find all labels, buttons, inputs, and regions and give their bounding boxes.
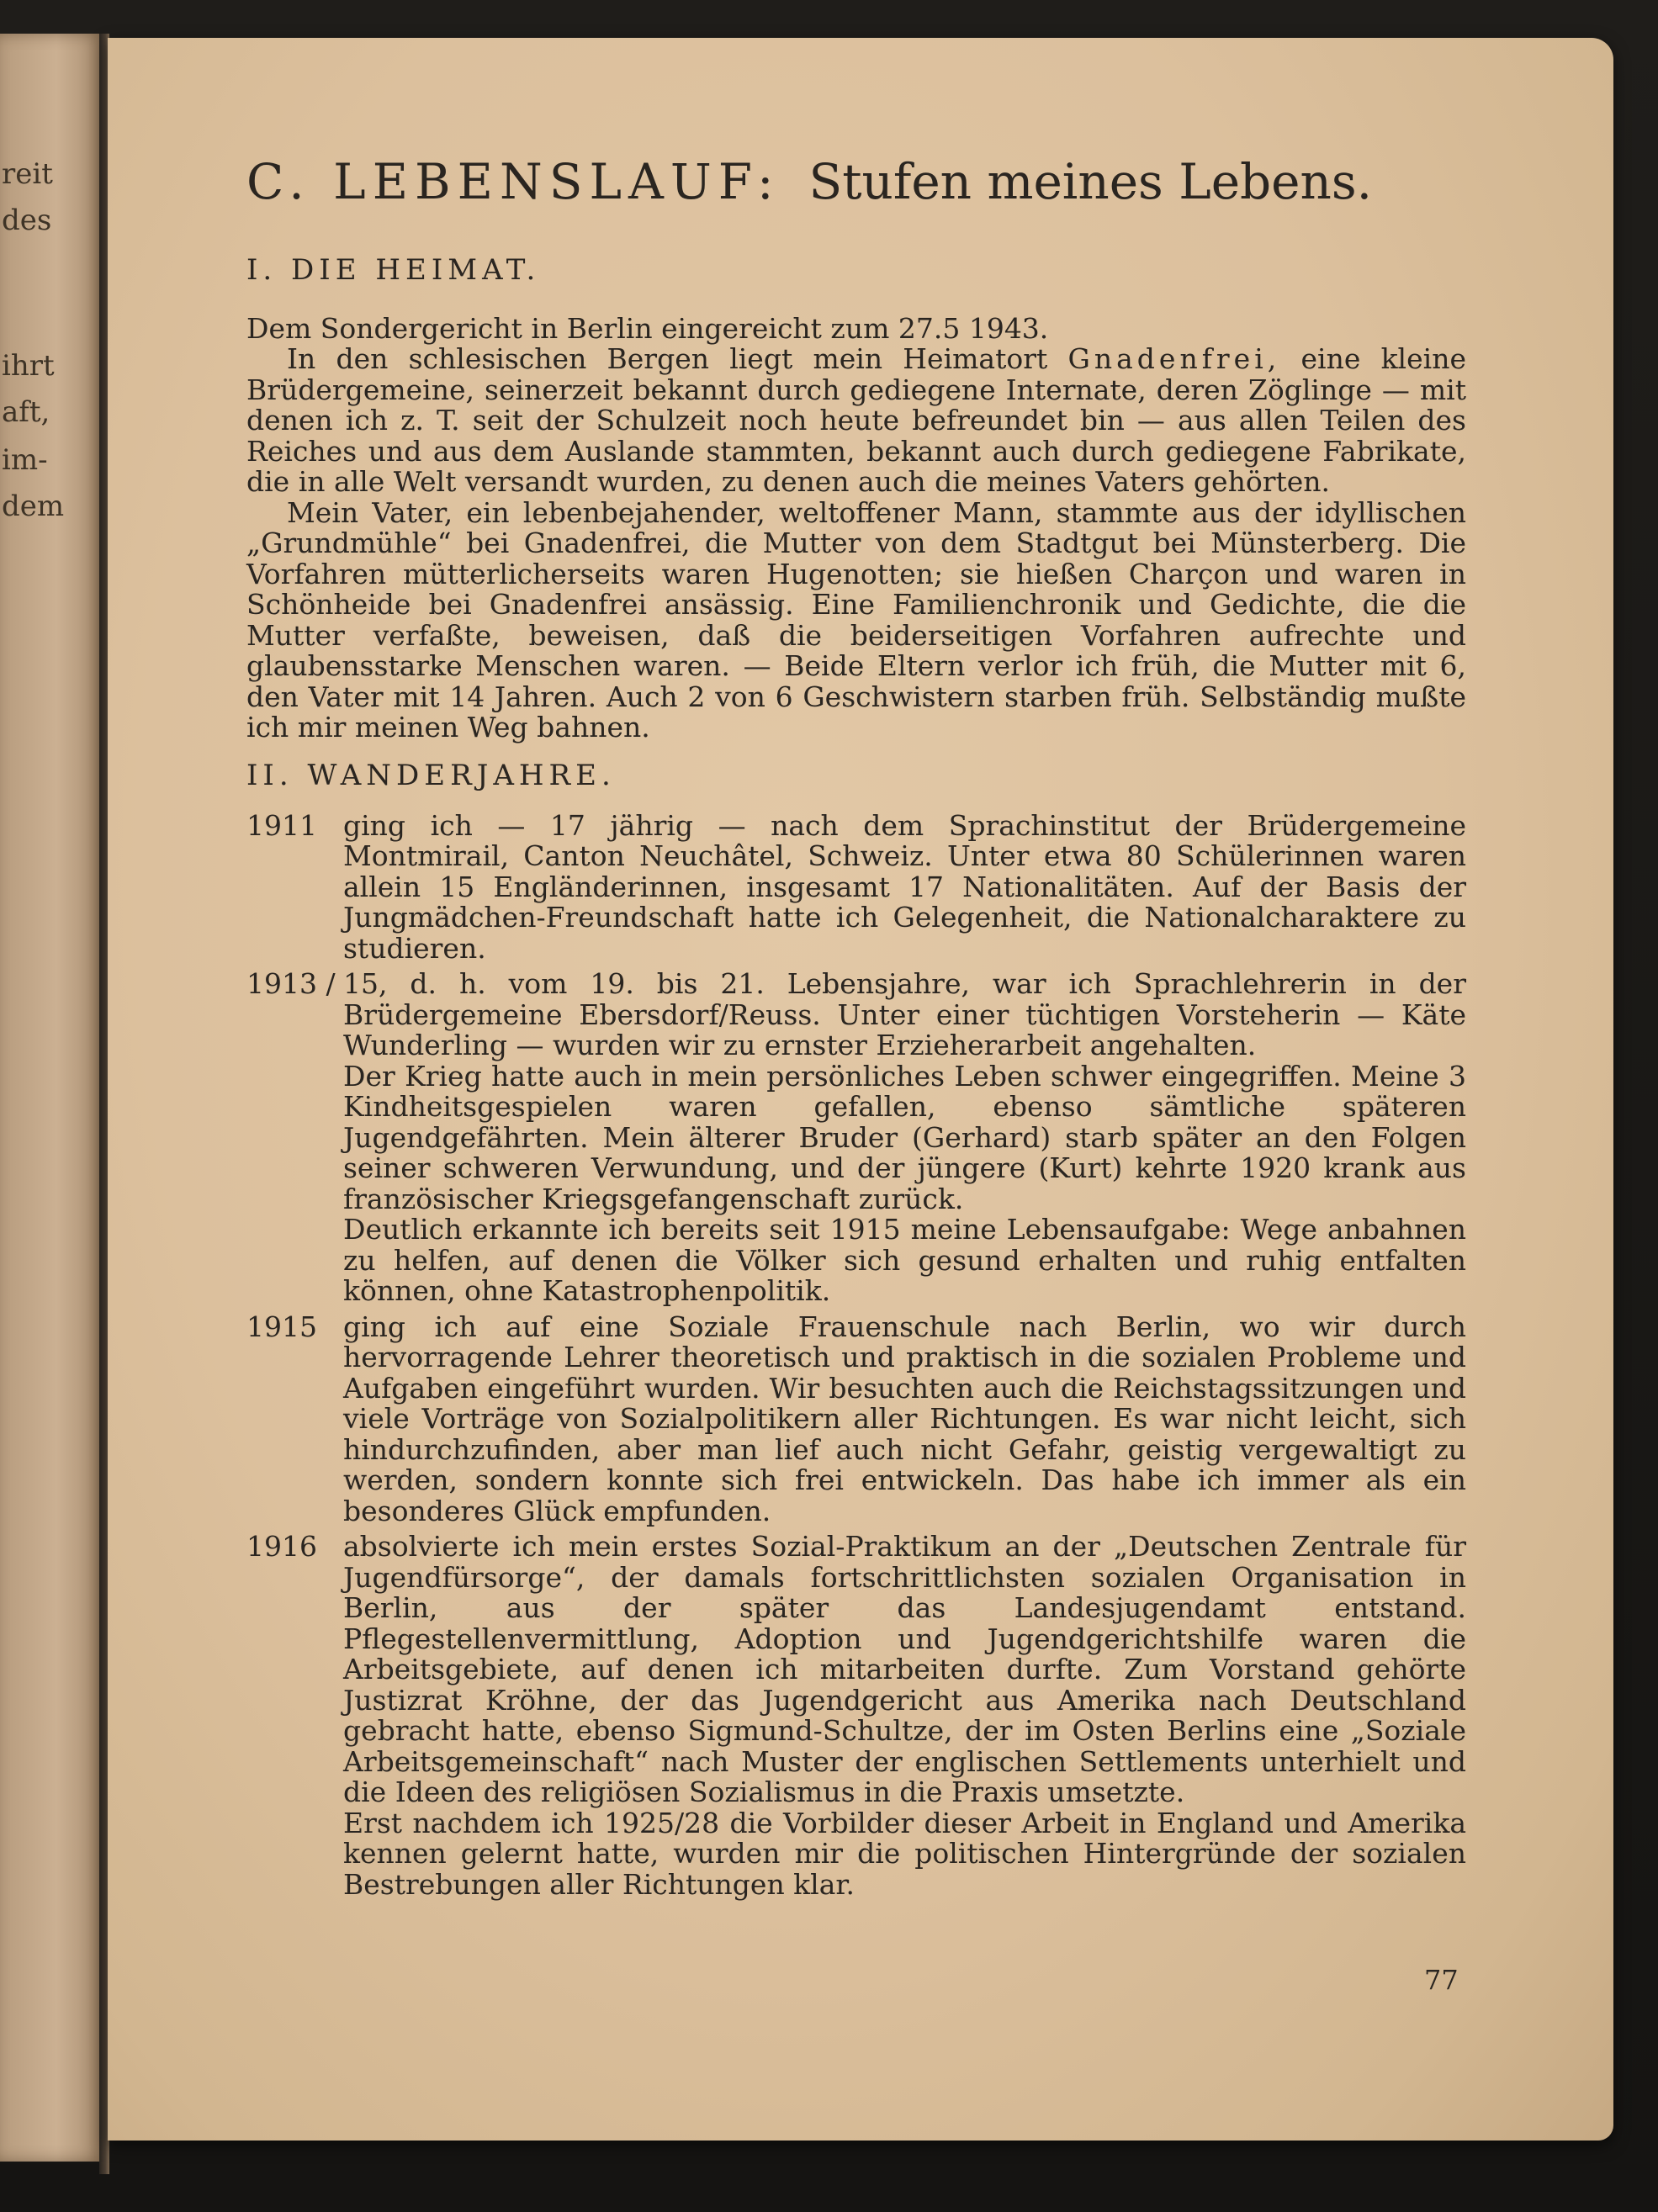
left-fragment: dem	[2, 489, 65, 523]
left-fragment: des	[2, 204, 52, 237]
heimat-paragraph-1-start: In den schlesischen Bergen liegt mein Heimatort	[287, 342, 1048, 376]
hometown-name: Gnadenfrei,	[1067, 342, 1281, 376]
entry-body	[343, 808, 1466, 965]
entry-paragraph: Erst nachdem ich 1925/28 die Vorbilder dieser Arbeit in England und Amerika kennen gelernt hatte, wurden mir die politischen Hintergründe der sozialen Bestrebungen aller Richtungen klar.	[343, 1806, 1466, 1901]
entry-year: 1911	[246, 808, 317, 842]
entry-year: 1916	[246, 1530, 317, 1564]
entry-paragraph: ging ich auf eine Soziale Frauenschule nach Berlin, wo wir durch hervorragende Lehrer theoretisch und praktisch in die sozialen Probleme und Aufgaben eingeführt wurden. Wir besuchten auch die Reichstagssitzungen und viele Vorträge von Sozialpolitikern aller Richtungen. Es war nicht leicht, sich hindurchzufinden, aber man lief auch nicht Gefahr, geistig vergewaltigt zu werden, sondern konnte sich frei entwickeln. Das habe ich immer als ein besonderes Glück empfunden.	[343, 1310, 1466, 1527]
page-title	[246, 153, 1466, 210]
title-subtitle: Stufen meines Lebens.	[808, 153, 1373, 210]
right-page	[108, 38, 1613, 2141]
entry-paragraph: Der Krieg hatte auch in mein persönliches Leben schwer eingegriffen. Meine 3 Kindheitsgespielen waren gefallen, ebenso sämtliche späteren Jugendgefährten. Mein älterer Bruder (Gerhard) starb später an den Folgen seiner schweren Verwundung, und der jüngere (Kurt) kehrte 1920 krank aus französischer Kriegsgefangenschaft zurück.	[343, 1059, 1466, 1215]
timeline-entry	[246, 969, 1466, 1307]
timeline-entry	[246, 808, 1466, 965]
page-content	[246, 153, 1466, 1901]
entry-body	[343, 1312, 1466, 1527]
entry-year: 1915	[246, 1310, 317, 1343]
timeline-entry	[246, 1532, 1466, 1900]
heimat-paragraph-1	[246, 344, 1466, 498]
heimat-paragraph-1-rest: eine kleine Brüdergemeine, seinerzeit bekannt durch gediegene Internate, deren Zöglinge — mit denen ich z. T. seit der Schulzeit noch heute befreundet bin — aus allen Teilen des Reiches und aus dem Auslande stammten, bekannt auch durch gediegene Fabrikate, die in alle Welt versandt wurden, zu denen auch die meines Vaters gehörten.	[246, 342, 1466, 499]
entry-paragraph: Deutlich erkannte ich bereits seit 1915 meine Lebensaufgabe: Wege anbahnen zu helfen, auf denen die Völker sich gesund erhalten und ruhig entfalten können, ohne Katastrophenpolitik.	[343, 1213, 1466, 1308]
title-label: C. LEBENSLAUF:	[246, 153, 781, 210]
page-number: 77	[1424, 1964, 1459, 1996]
left-fragment: reit	[2, 157, 53, 191]
entry-paragraph: ging ich — 17 jährig — nach dem Sprachinstitut der Brüdergemeine Montmirail, Canton Neuchâtel, Schweiz. Unter etwa 80 Schülerinnen waren allein 15 Engländerinnen, insgesamt 17 Nationalitäten. Auf der Basis der Jungmädchen-Freundschaft hatte ich Gelegenheit, die Nationalcharaktere zu studieren.	[343, 808, 1466, 965]
entry-paragraph: 15, d. h. vom 19. bis 21. Lebensjahre, war ich Sprachlehrerin in der Brüdergemeine Ebersdorf/Reuss. Unter einer tüchtigen Vorsteherin — Käte Wunderling — wurden wir zu ernster Erzieherarbeit angehalten.	[343, 967, 1466, 1062]
timeline-entry	[246, 1312, 1466, 1527]
submission-note: Dem Sondergericht in Berlin eingereicht zum 27.5 1943.	[246, 311, 1049, 345]
left-page-edge	[0, 34, 103, 2162]
left-fragment: aft,	[2, 395, 50, 429]
left-fragment: im-	[2, 443, 48, 477]
section-heading-heimat: I. DIE HEIMAT.	[246, 252, 541, 287]
entry-body	[343, 969, 1466, 1307]
entry-year: 1913 /	[246, 967, 336, 1001]
heimat-paragraph-2: Mein Vater, ein lebenbejahender, weltoffener Mann, stammte aus der idyllischen „Grundmühle“ bei Gnadenfrei, die Mutter von dem Stadtgut bei Münsterberg. Die Vorfahren mütterlicherseits waren Hugenotten; sie hießen Charçon und waren in Schönheide bei Gnadenfrei ansässig. Eine Familienchronik und Gedichte, die die Mutter verfaßte, beweisen, daß die beiderseitigen Vorfahren aufrechte und glaubensstarke Menschen waren. — Beide Eltern verlor ich früh, die Mutter mit 6, den Vater mit 14 Jahren. Auch 2 von 6 Geschwistern starben früh. Selbständig mußte ich mir meinen Weg bahnen.	[246, 495, 1466, 744]
entry-paragraph: absolvierte ich mein erstes Sozial-Praktikum an der „Deutschen Zentrale für Jugendfürsorge“, der damals fortschrittlichsten sozialen Organisation in Berlin, aus der später das Landesjugendamt entstand. Pflegestellenvermittlung, Adoption und Jugendgerichtshilfe waren die Arbeitsgebiete, auf denen ich mitarbeiten durfte. Zum Vorstand gehörte Justizrat Kröhne, der das Jugendgericht aus Amerika nach Deutschland gebracht hatte, ebenso Sigmund-Schultze, der im Osten Berlins eine „Soziale Arbeitsgemeinschaft“ nach Muster der englischen Settlements unterhielt und die Ideen des religiösen Sozialismus in die Praxis umsetzte.	[343, 1530, 1466, 1809]
entry-body	[343, 1532, 1466, 1900]
left-fragment: ihrt	[2, 349, 55, 383]
section-heading-wanderjahre: II. WANDERJAHRE.	[246, 758, 616, 792]
